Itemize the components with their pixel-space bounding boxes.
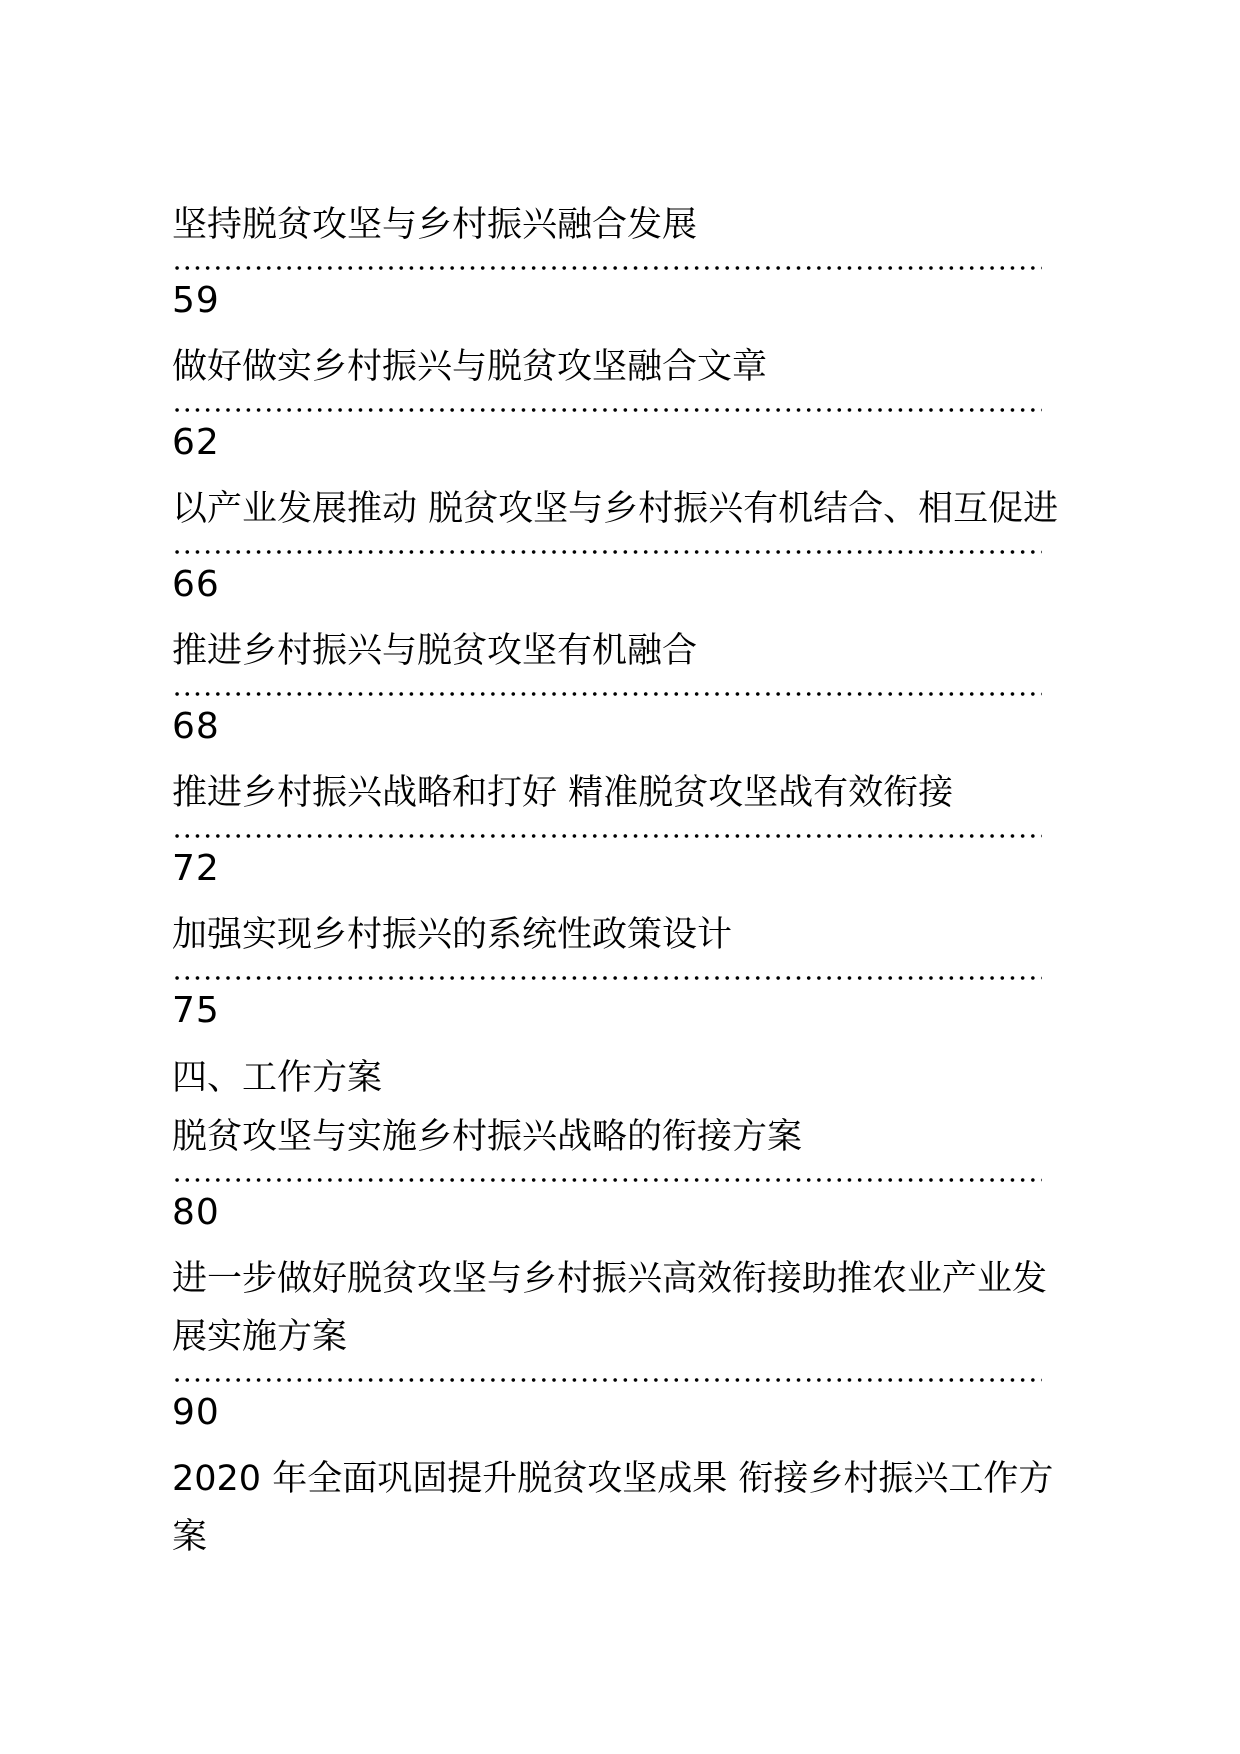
toc-page-number: 75 [172,990,220,1031]
dot-leader [172,684,1042,704]
section-heading[interactable]: 四、工作方案 [172,1058,383,1098]
toc-entry-title: 以产业发展推动 脱贫攻坚与乡村振兴有机结合、相互促进 [172,489,1059,529]
dot-leader [172,258,1042,278]
toc-page-number: 68 [172,706,220,747]
table-of-contents [172,196,1072,1566]
toc-entry[interactable] [172,196,1072,324]
toc-entry[interactable] [172,764,1072,892]
toc-entry-title: 2020 年全面巩固提升脱贫攻坚成果 衔接乡村振兴工作方案 [172,1459,1054,1557]
toc-page-number: 90 [172,1392,220,1433]
toc-entry-title: 推进乡村振兴战略和打好 精准脱贫攻坚战有效衔接 [172,773,954,813]
toc-page-number: 80 [172,1192,220,1233]
toc-entry-title: 脱贫攻坚与实施乡村振兴战略的衔接方案 [172,1117,803,1157]
dot-leader [172,826,1042,846]
toc-entry[interactable] [172,1450,1072,1566]
dot-leader [172,1170,1042,1190]
toc-page-number: 62 [172,422,220,463]
toc-entry[interactable] [172,1250,1072,1436]
toc-page-number: 66 [172,564,220,605]
toc-entry-title: 坚持脱贫攻坚与乡村振兴融合发展 [172,205,698,245]
toc-entry[interactable] [172,622,1072,750]
toc-page-number: 72 [172,848,220,889]
toc-entry-title: 进一步做好脱贫攻坚与乡村振兴高效衔接助推农业产业发展实施方案 [172,1259,1048,1357]
toc-entry-title: 做好做实乡村振兴与脱贫攻坚融合文章 [172,347,768,387]
dot-leader [172,968,1042,988]
toc-entry-title: 推进乡村振兴与脱贫攻坚有机融合 [172,631,698,671]
dot-leader [172,542,1042,562]
toc-entry[interactable] [172,906,1072,1034]
toc-page-number: 59 [172,280,220,321]
dot-leader [172,1370,1042,1390]
dot-leader [172,400,1042,420]
toc-entry[interactable] [172,480,1072,608]
toc-entry[interactable] [172,1108,1072,1236]
toc-entry-title: 加强实现乡村振兴的系统性政策设计 [172,915,733,955]
toc-entry[interactable] [172,338,1072,466]
